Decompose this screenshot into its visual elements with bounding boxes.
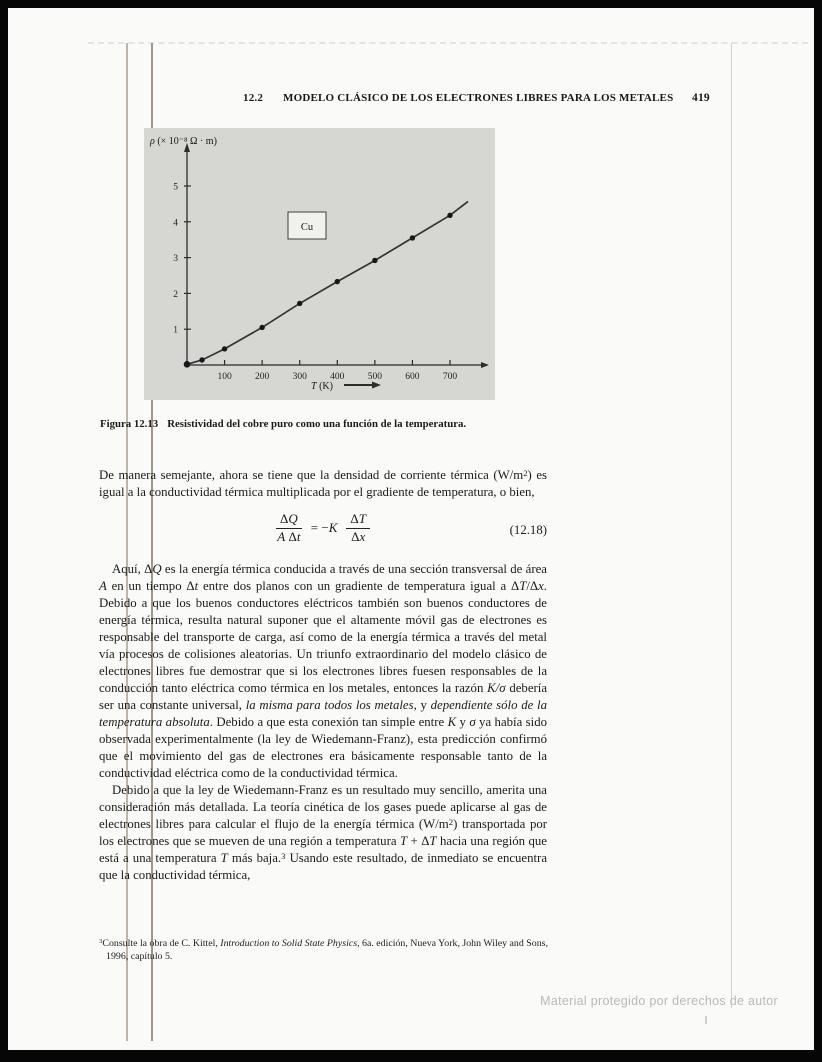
book-page (8, 8, 814, 1050)
data-point (410, 235, 415, 240)
section-number: 12.2 (243, 92, 264, 104)
data-point (222, 346, 227, 351)
equation-number: (12.18) (509, 523, 547, 537)
data-point (259, 325, 264, 330)
copyright-watermark: Material protegido por derechos de autor (540, 994, 778, 1008)
data-point (372, 258, 377, 263)
figure-12-13-resistivity-chart (144, 128, 495, 400)
svg-text:100: 100 (217, 372, 232, 382)
equation-lhs-fraction: $\frac{\Delta Q}{\text{A Δt}}$ (277, 511, 301, 544)
paragraph-wiedemann-franz: Aquí, ΔQ es la energía térmica conducida a través de una sección transversal de área A en un tiempo Δt entre dos planos con un gradiente de temperatura igual a ΔT/Δx. Debido a que los buenos conductores eléctricos también son buenos conductores de energía térmica, resulta natural suponer que el altamente móvil gas de electrones es responsable del transporte de carga, así como de la energía térmica a través del metal vía procesos de colisiones aleatorias. Un triunfo extraordinario del modelo clásico de electrones libres fue demostrar que si los electrones libres fuesen responsables de la conducción tanto eléctrica como térmica en los metales, entonces la razón K/σ debería ser una constante universal, la misma para todos los metales, y dependiente sólo de la temperatura absoluta. Debido a que esta conexión tan simple entre K y σ ya había sido observada experimentalmente (la ley de Wiedemann-Franz), esta predicción confirmó que el movimiento del gas de electrones era básicamente responsable tanto de la conductividad eléctrica como de la conductividad térmica. (99, 562, 547, 780)
scan-artifact-vertical-line-right (731, 43, 732, 1008)
x-axis-arrow (481, 362, 489, 368)
data-point (335, 279, 340, 284)
data-point (184, 361, 191, 368)
svg-text:700: 700 (442, 372, 458, 382)
scan-artifact-tick (705, 1016, 707, 1024)
legend-label: Cu (300, 222, 314, 233)
data-point (199, 357, 204, 362)
figure-caption-text: Resistividad del cobre puro como una función de la temperatura. (167, 418, 467, 430)
chart-svg (144, 128, 495, 400)
scan-artifact-top-line (88, 42, 808, 44)
footnote-kittel: $^3$Consulte la obra de C. Kittel, Introduction to Solid State Physics, 6a. edición, Nueva York, John Wiley and Sons, 1996, capítulo 5. (99, 938, 548, 962)
equation-equals-coefficient: = −K (310, 520, 338, 536)
y-axis-label: ρ (× 10⁻⁸ Ω · m) (150, 136, 217, 147)
svg-text:500: 500 (367, 372, 382, 382)
svg-text:2: 2 (173, 289, 178, 300)
svg-text:3: 3 (173, 254, 178, 265)
running-head-title: MODELO CLÁSICO DE LOS ELECTRONES LIBRES PARA LOS METALES (283, 92, 674, 104)
data-point (447, 213, 452, 218)
svg-text:600: 600 (405, 372, 420, 382)
page-number: 419 (692, 92, 710, 104)
chart-line (187, 201, 468, 364)
x-axis-label: T (K) (311, 381, 333, 392)
paragraph-kinetic-theory: Debido a que la ley de Wiedemann-Franz es un resultado muy sencillo, amerita una consideración más detallada. La teoría cinética de los gases puede aplicarse al gas de electrones libres para calcular el flujo de la energía térmica $(W/m^2)$ transportada por los electrones que se mueven de una región a temperatura T + ΔT hacia una región que está a una temperatura T más baja.$^3$ Usando este resultado, de inmediato se encuentra que la conductividad térmica, (99, 783, 548, 882)
equation-rhs-fraction: $\frac{\Delta T}{\Delta x}$ (346, 512, 370, 545)
body-text-column (99, 467, 547, 884)
svg-text:1: 1 (173, 325, 178, 336)
svg-text:5: 5 (173, 182, 178, 193)
figure-caption-label: Figura 12.13 (100, 418, 159, 430)
svg-text:4: 4 (173, 218, 178, 229)
data-point (297, 301, 302, 306)
svg-text:400: 400 (330, 372, 345, 382)
svg-text:300: 300 (292, 372, 307, 382)
equation-12-18 (99, 512, 547, 552)
svg-text:200: 200 (255, 372, 270, 382)
paragraph-thermal-current: De manera semejante, ahora se tiene que la densidad de corriente térmica $(W/m^2)$ es igual a la conductividad térmica multiplicada por el gradiente de temperatura, o bien, (99, 467, 547, 499)
figure-caption (100, 418, 660, 430)
